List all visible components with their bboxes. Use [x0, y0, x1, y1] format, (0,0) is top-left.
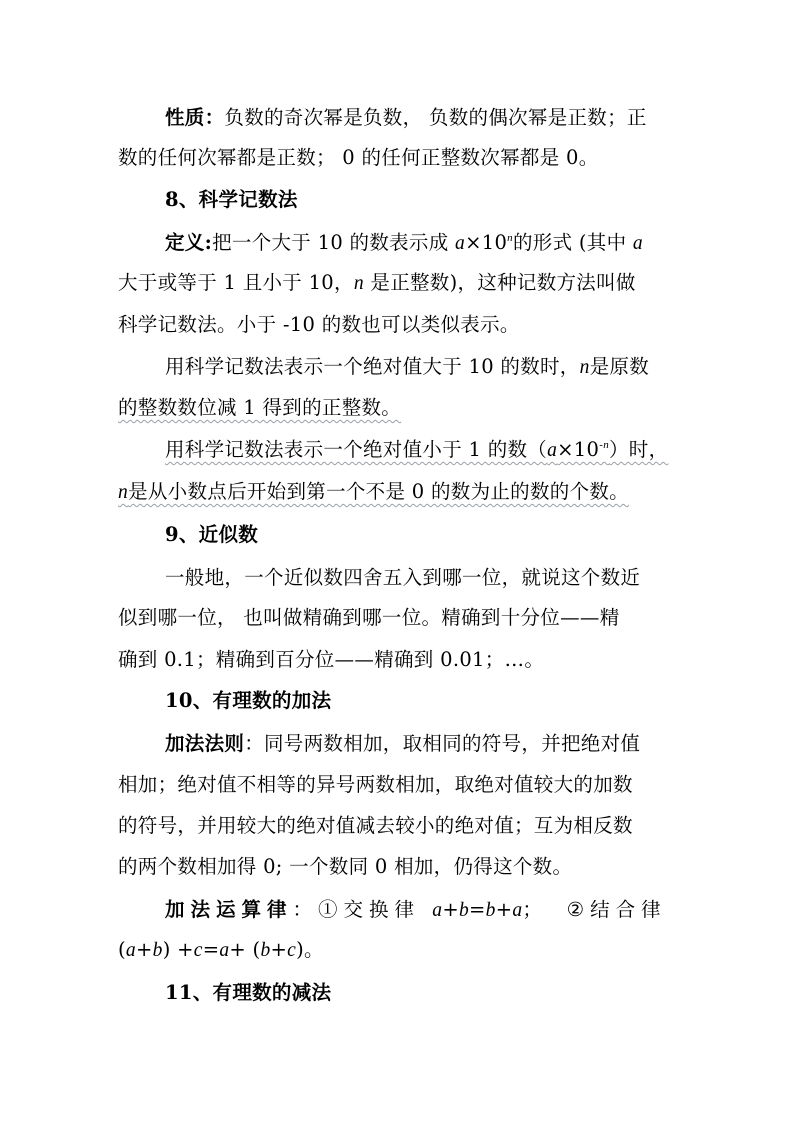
- var-a: a: [219, 940, 230, 961]
- section-heading-11: 11、有理数的减法: [165, 981, 332, 1004]
- sci-large-text-2: 是原数: [589, 355, 650, 378]
- var-n: n: [118, 482, 129, 503]
- paren: ) +: [162, 938, 194, 961]
- var-b: b: [260, 940, 271, 961]
- definition-line-1: [165, 228, 643, 259]
- addition-laws-label: 加法运算律: [165, 898, 293, 921]
- addition-rule-line-4: [118, 852, 572, 882]
- approx-line-2: [118, 603, 620, 633]
- definition-text: 大于或等于 1 且小于 10，: [118, 271, 354, 294]
- semicolon: ；: [522, 898, 543, 921]
- definition-text-2: 是正整数)，这种记数方法叫做: [370, 271, 636, 294]
- sci-small-text-cont: 是从小数点后开始到第一个不是 0 的数为止的数的个数。: [128, 480, 629, 503]
- approx-text: 一般地，一个近似数四舍五入到哪一位，就说这个数近: [165, 566, 641, 589]
- sci-small-wavy-1: [165, 438, 668, 461]
- property-line-1: [165, 103, 647, 133]
- definition-text-2: 的形式 (其中: [512, 231, 627, 254]
- property-line-2: [118, 143, 599, 173]
- sci-small-wavy-2: [118, 480, 629, 503]
- var-c: c: [287, 940, 297, 961]
- paren: (: [118, 938, 126, 961]
- section-heading-9: 9、近似数: [165, 523, 259, 546]
- var-a: a: [632, 233, 643, 254]
- plus-sign: +: [495, 898, 513, 921]
- paren: )。: [296, 938, 324, 961]
- definition-line-3: [118, 310, 520, 340]
- addition-rule-line-3: [118, 811, 633, 841]
- plus-sign: +: [135, 938, 153, 961]
- approx-line-1: [165, 563, 640, 593]
- times-ten: ×10: [557, 438, 600, 461]
- sci-large-text: 用科学记数法表示一个绝对值大于 10 的数时，: [165, 355, 580, 378]
- equals-sign: =: [469, 898, 486, 921]
- exponent-minus-n: -n: [599, 439, 609, 451]
- approx-text: 确到 0.1；精确到百分位——精确到 0.01；…。: [118, 648, 545, 671]
- plus-sign: +: [270, 938, 288, 961]
- addition-rule-text: ：同号两数相加，取相同的符号，并把绝对值: [244, 732, 641, 755]
- section-heading-8: 8、科学记数法: [165, 188, 298, 211]
- sci-small-text: 用科学记数法表示一个绝对值小于 1 的数（: [165, 438, 548, 461]
- approx-line-3: [118, 645, 544, 675]
- commutative-law: ①交换律: [318, 898, 421, 921]
- property-label: 性质：: [165, 106, 225, 129]
- exponent-n: n: [507, 232, 513, 244]
- addition-laws-line-1: [165, 895, 667, 926]
- sci-small-line-2: [118, 477, 629, 508]
- var-b: b: [485, 900, 496, 921]
- definition-label: 定义:: [165, 231, 213, 254]
- approx-text: 似到哪一位， 也叫做精确到哪一位。精确到十分位——精: [118, 606, 620, 629]
- var-a: a: [455, 233, 466, 254]
- var-n: n: [353, 273, 364, 294]
- var-a: a: [512, 900, 523, 921]
- var-c: c: [193, 940, 203, 961]
- addition-rule-line-1: [165, 729, 640, 759]
- var-b: b: [152, 940, 163, 961]
- definition-line-2: [118, 268, 636, 299]
- section-heading-10: 10、有理数的加法: [165, 689, 332, 712]
- commutative-formula: [432, 898, 542, 921]
- var-a: a: [432, 900, 443, 921]
- addition-laws-line-2: [118, 935, 324, 966]
- property-text-cont: 数的任何次幂都是正数； 0 的任何正整数次幂都是 0。: [118, 146, 599, 169]
- plus-sign: +: [442, 898, 459, 921]
- sci-large-line-1: [165, 352, 649, 383]
- var-a: a: [125, 940, 136, 961]
- sci-large-line-2: [118, 393, 401, 423]
- addition-rule-label: 加法法则: [165, 732, 245, 755]
- sci-large-text-cont: 的整数数位减 1 得到的正整数。: [118, 396, 402, 419]
- var-n: n: [579, 357, 590, 378]
- plus-sign: + (: [229, 938, 261, 961]
- associative-law: ②结合律: [566, 898, 667, 921]
- colon: ：: [292, 898, 319, 921]
- sci-small-text-2: ）时，: [609, 438, 669, 461]
- equals-sign: =: [202, 938, 220, 961]
- times-ten: ×10: [465, 231, 508, 254]
- addition-rule-text: 的两个数相加得 0; 一个数同 0 相加，仍得这个数。: [118, 855, 573, 878]
- var-a: a: [547, 440, 558, 461]
- property-text: 负数的奇次幂是负数， 负数的偶次幂是正数；正: [224, 106, 647, 129]
- addition-rule-text: 相加；绝对值不相等的异号两数相加，取绝对值较大的加数: [118, 773, 633, 796]
- sci-small-line-1: [165, 435, 668, 466]
- definition-text: 科学记数法。小于 -10 的数也可以类似表示。: [118, 313, 520, 336]
- addition-rule-line-2: [118, 770, 633, 800]
- addition-rule-text: 的符号，并用较大的绝对值减去较小的绝对值；互为相反数: [118, 814, 633, 837]
- var-b: b: [458, 900, 470, 921]
- definition-text: 把一个大于 10 的数表示成: [212, 231, 449, 254]
